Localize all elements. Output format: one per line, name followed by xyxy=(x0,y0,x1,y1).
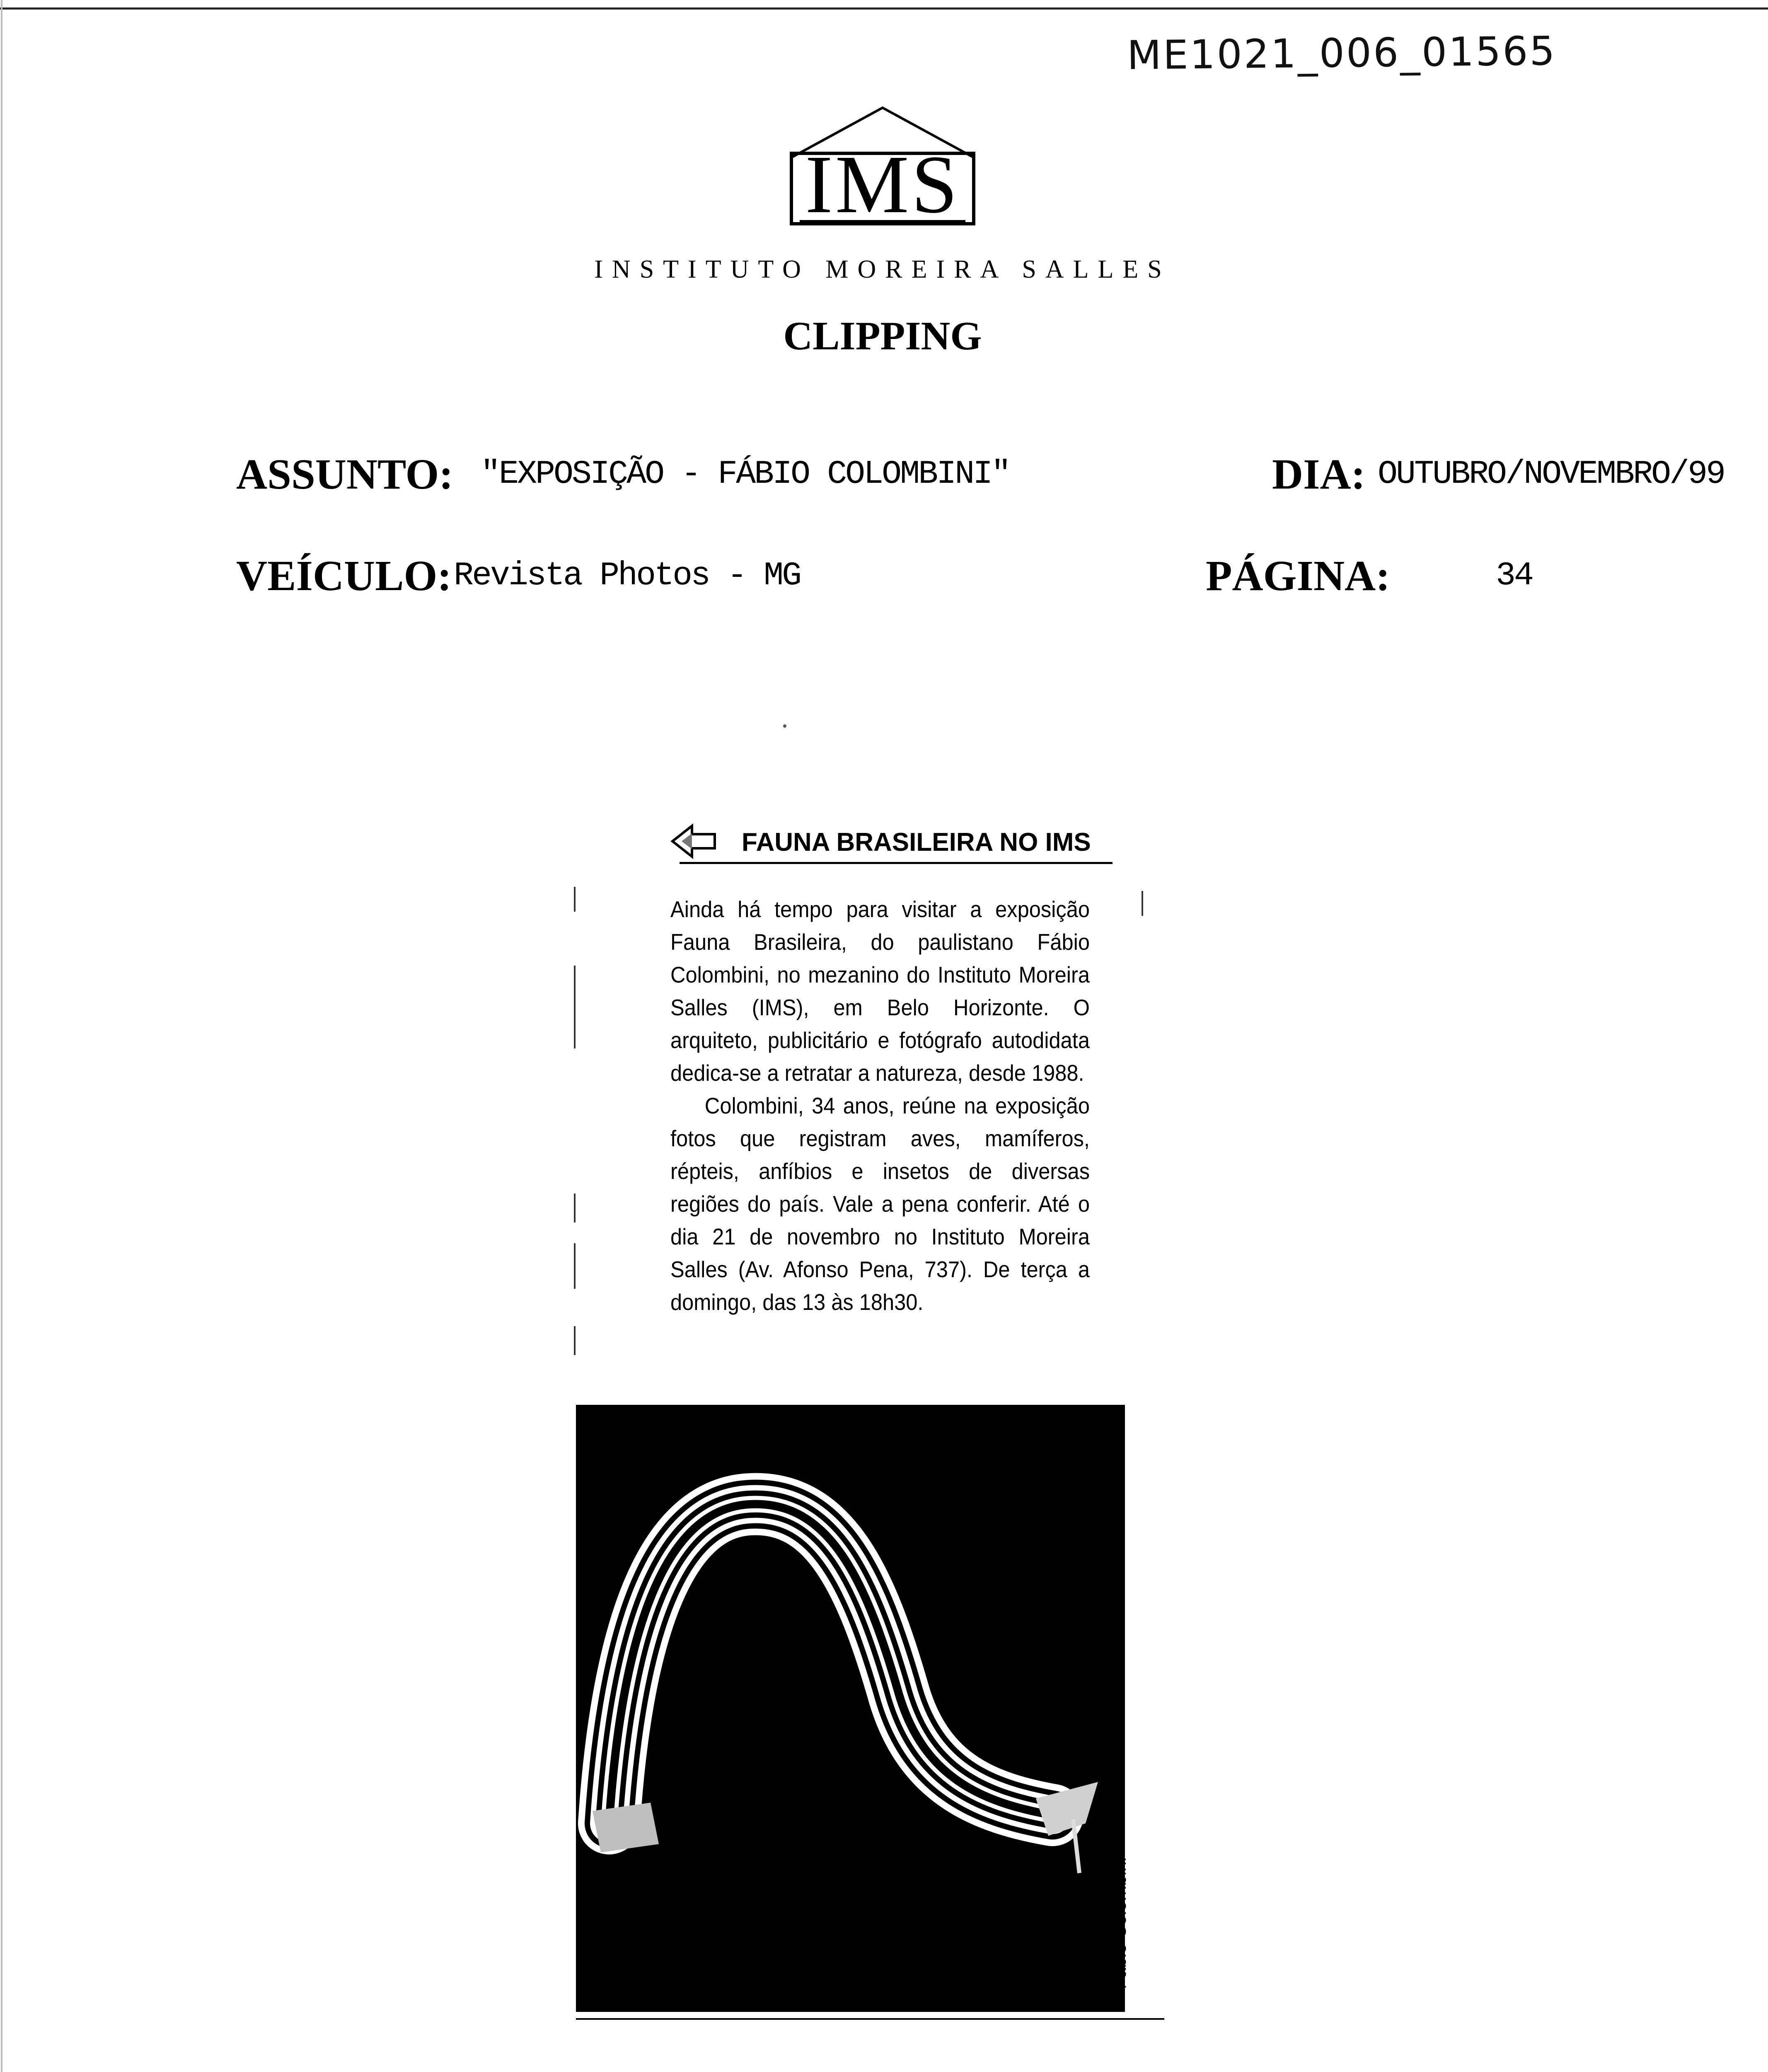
ims-logo xyxy=(783,104,982,228)
pagina-value: 34 xyxy=(1496,557,1533,595)
margin-mark xyxy=(1142,891,1143,916)
photo-credit: Fábio Colombini xyxy=(1110,1857,1130,1989)
article-title: FAUNA BRASILEIRA NO IMS xyxy=(742,828,1091,857)
margin-mark xyxy=(574,887,576,912)
scan-speck xyxy=(783,724,786,728)
logo-letters: IMS xyxy=(805,139,960,230)
article-paragraph-2: Colombini, 34 anos, reúne na exposição fotos que registram aves, mamíferos, répteis, anfíbios e insetos de diversas regiões do país. Vale a pena conferir. Até o dia 21 de novembro no Instituto Moreira Salles (Av. Afonso Pena, 737). De terça a domingo, das 13 às 18h30. xyxy=(670,1093,1090,1315)
veiculo-value: Revista Photos - MG xyxy=(454,557,801,595)
article-body xyxy=(670,893,1090,1370)
caterpillar-photo xyxy=(576,1405,1125,2012)
assunto-label: ASSUNTO: xyxy=(236,450,454,498)
scan-left-edge xyxy=(1,0,2,2072)
article-paragraph-1: Ainda há tempo para visitar a exposição Fauna Brasileira, do paulistano Fábio Colombini, no mezanino do Instituto Moreira Salles (IMS), em Belo Horizonte. O arquiteto, publicitário e fotógrafo autodidata dedica-se a retratar a natureza, desde 1988. xyxy=(670,896,1090,1086)
margin-mark xyxy=(574,966,576,1048)
dia-value: OUTUBRO/NOVEMBRO/99 xyxy=(1378,455,1724,493)
article-title-rule xyxy=(680,862,1113,864)
section-title: CLIPPING xyxy=(783,314,982,358)
margin-mark xyxy=(574,1326,576,1355)
margin-mark xyxy=(574,1193,576,1222)
assunto-value: "EXPOSIÇÃO - FÁBIO COLOMBINI" xyxy=(481,455,1010,493)
photo-bottom-rule xyxy=(576,2018,1164,2020)
arrow-left-icon xyxy=(669,823,719,860)
scan-top-rule xyxy=(0,7,1768,10)
institute-name: INSTITUTO MOREIRA SALLES xyxy=(594,255,1171,283)
archive-code: ME1021_006_01565 xyxy=(1127,27,1557,79)
dia-label: DIA: xyxy=(1272,450,1366,498)
veiculo-label: VEÍCULO: xyxy=(236,552,452,600)
margin-mark xyxy=(574,1243,576,1289)
pagina-label: PÁGINA: xyxy=(1206,552,1390,600)
